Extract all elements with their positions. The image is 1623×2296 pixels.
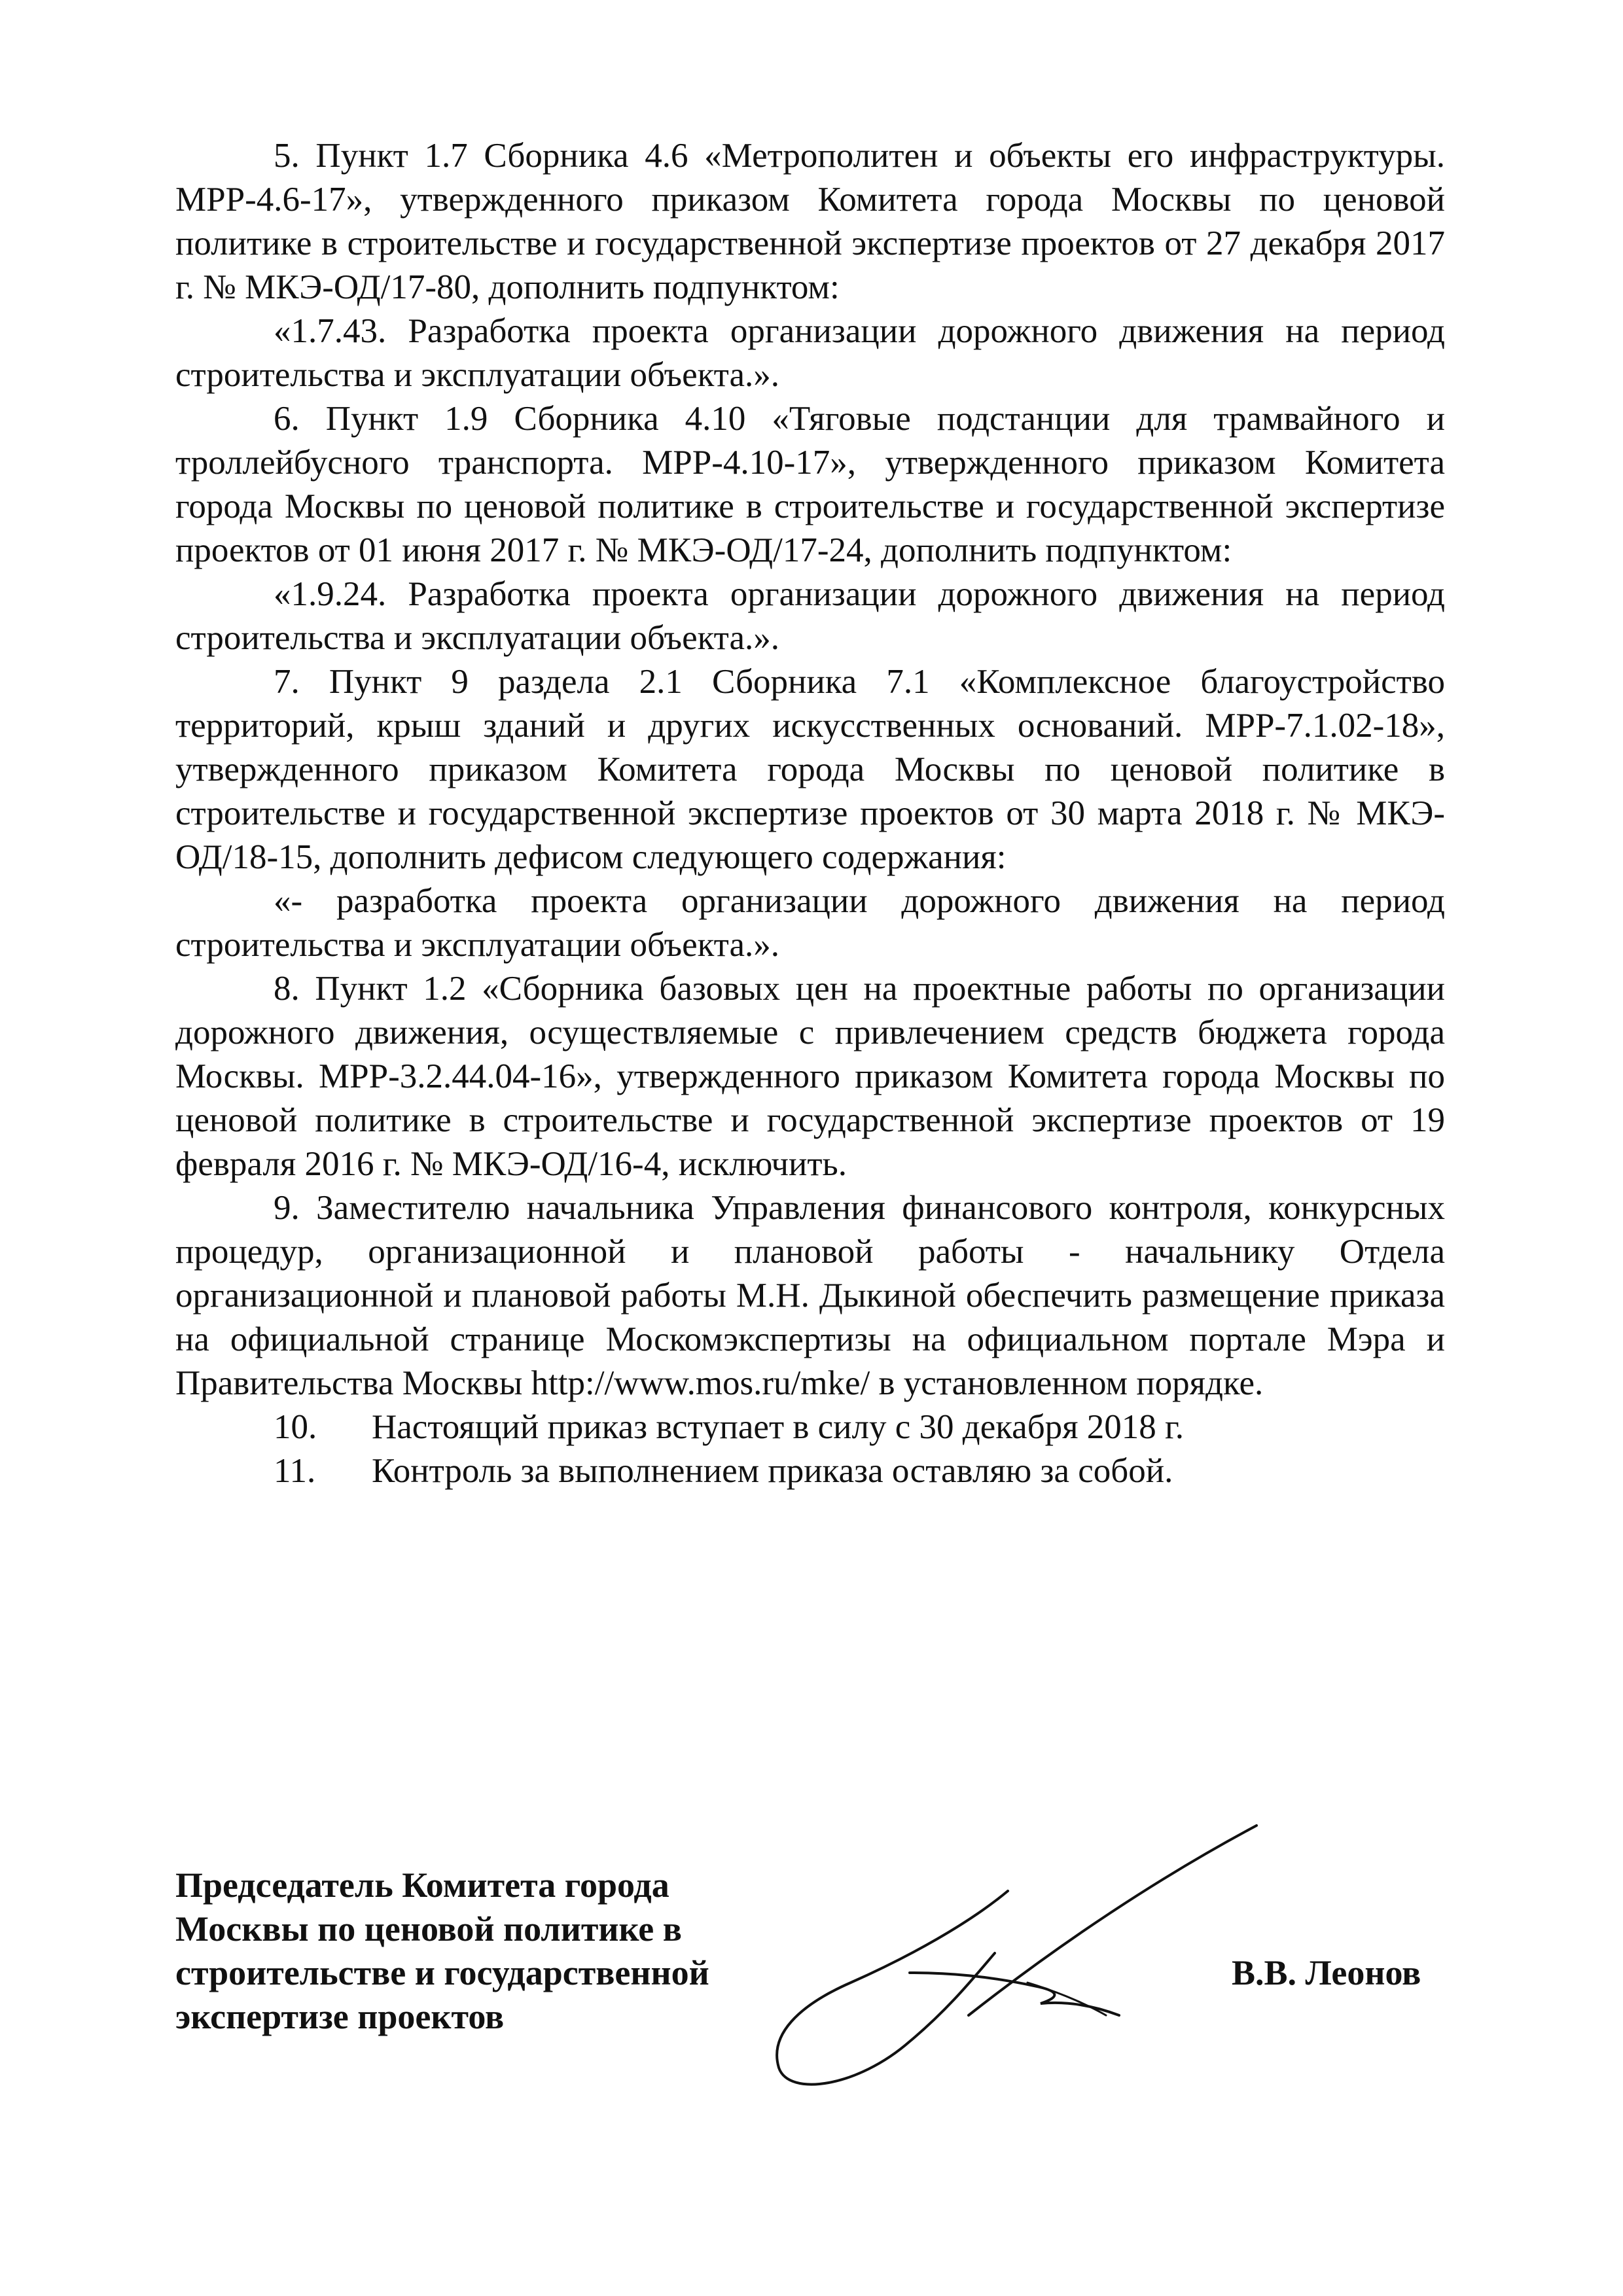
paragraph-item-5-quote: «1.7.43. Разработка проекта организации дорожного движения на период строительства и эксплуатации объекта.».: [175, 312, 1445, 394]
paragraph-item-9: 9. Заместителю начальника Управления финансового контроля, конкурсных процедур, организационной и плановой работы - начальнику Отдела организационной и плановой работы М.Н. Дыкиной обеспечить размещение приказа на официальной странице Москомэкспертизы на официальном портале Мэра и Правительства Москвы http://www.mos.ru/mke/ в установленном порядке.: [175, 1189, 1445, 1402]
signer-name: В.В. Леонов: [1232, 1953, 1421, 1992]
paragraph-item-5: 5. Пункт 1.7 Сборника 4.6 «Метрополитен и объекты его инфраструктуры. МРР-4.6-17», утвержденного приказом Комитета города Москвы по ценовой политике в строительстве и государственной экспертизе проектов от 27 декабря 2017 г. № МКЭ-ОД/17-80, дополнить подпунктом:: [175, 137, 1445, 306]
signatory-title-line: строительстве и государственной: [175, 1953, 709, 1992]
list-item-10: [175, 1405, 1445, 1449]
item-number: 10.: [274, 1408, 317, 1446]
signatory-title-line: Москвы по ценовой политике в: [175, 1909, 682, 1949]
signatory-title-line: Председатель Комитета города: [175, 1865, 669, 1905]
item-number: 11.: [274, 1452, 316, 1490]
signatory-title: [175, 1863, 817, 2039]
signatory-title-line: экспертизе проектов: [175, 1997, 505, 2036]
paragraph-item-8: 8. Пункт 1.2 «Сборника базовых цен на проектные работы по организации дорожного движения, осуществляемые с привлечением средств бюджета города Москвы. МРР-3.2.44.04-16», утвержденного приказом Комитета города Москвы по ценовой политике в строительстве и государственной экспертизе проектов от 19 февраля 2016 г. № МКЭ-ОД/16-4, исключить.: [175, 970, 1445, 1183]
paragraph-item-7-quote: «- разработка проекта организации дорожного движения на период строительства и эксплуатации объекта.».: [175, 882, 1445, 964]
item-text: Контроль за выполнением приказа оставляю за собой.: [372, 1452, 1173, 1490]
paragraph-item-7: 7. Пункт 9 раздела 2.1 Сборника 7.1 «Комплексное благоустройство территорий, крыш зданий и других искусственных оснований. МРР-7.1.02-18», утвержденного приказом Комитета города Москвы по ценовой политике в строительстве и государственной экспертизе проектов от 30 марта 2018 г. № МКЭ-ОД/18-15, дополнить дефисом следующего содержания:: [175, 663, 1445, 876]
list-item-11: [175, 1449, 1445, 1493]
paragraph-item-6: 6. Пункт 1.9 Сборника 4.10 «Тяговые подстанции для трамвайного и троллейбусного транспорта. МРР-4.10-17», утвержденного приказом Комитета города Москвы по ценовой политике в строительстве и государственной экспертизе проектов от 01 июня 2017 г. № МКЭ-ОД/17-24, дополнить подпунктом:: [175, 400, 1445, 569]
paragraph-item-6-quote: «1.9.24. Разработка проекта организации дорожного движения на период строительства и эксплуатации объекта.».: [175, 575, 1445, 657]
handwritten-signature-icon: [753, 1819, 1276, 2100]
document-body: [175, 134, 1445, 1493]
item-text: Настоящий приказ вступает в силу с 30 декабря 2018 г.: [372, 1408, 1185, 1446]
